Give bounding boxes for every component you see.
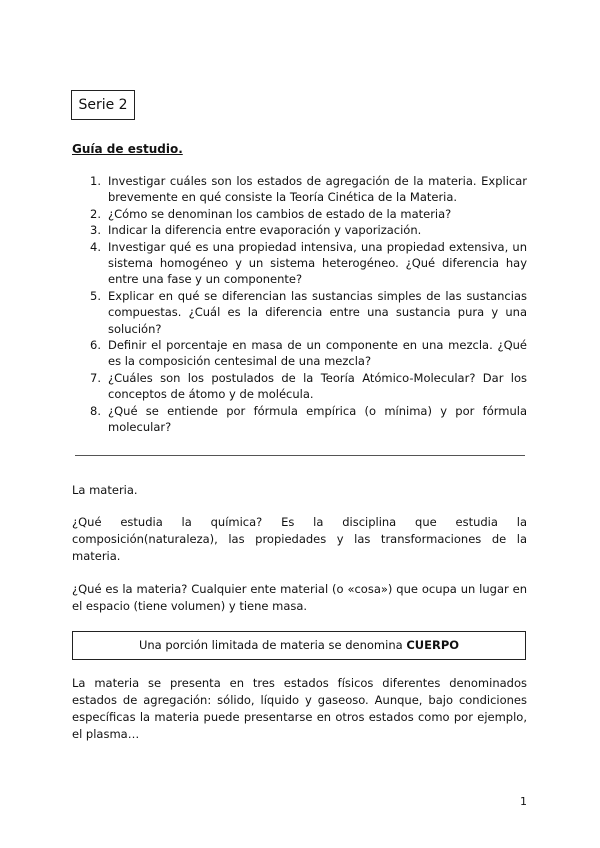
definition-text: Una porción limitada de materia se denomina <box>138 638 403 652</box>
question-item: 6. Definir el porcentaje en masa de un componente en una mezcla. ¿Qué es la composición centesimal de una mezcla? <box>90 338 527 369</box>
question-item: 1. Investigar cuáles son los estados de agregación de la materia. Explicar brevemente en qué consiste la Teoría Cinética de la Materia. <box>90 174 527 205</box>
guide-title: Guía de estudio. <box>72 142 183 156</box>
definition-box <box>72 631 526 660</box>
serie-label: Serie 2 <box>78 97 128 113</box>
section-divider <box>75 455 525 456</box>
paragraph-estados: La materia se presenta en tres estados físicos diferentes denominados estados de agregación: sólido, líquido y gaseoso. Aunque, bajo condiciones específicas la materia puede presentarse en otros estados como por ejemplo, el plasma… <box>72 676 527 741</box>
paragraph-quimica: ¿Qué estudia la química? Es la disciplina que estudia la composición(naturaleza), las propiedades y las transformaciones de la materia. <box>72 515 527 563</box>
question-item: 4. Investigar qué es una propiedad intensiva, una propiedad extensiva, un sistema homogéneo y un sistema heterogéneo. ¿Qué diferencia hay entre una fase y un componente? <box>90 239 527 287</box>
page-number: 1 <box>520 795 527 808</box>
definition-keyword: CUERPO <box>406 638 460 652</box>
paragraph-materia: ¿Qué es la materia? Cualquier ente material (o «cosa») que ocupa un lugar en el espacio (tiene volumen) y tiene masa. <box>72 582 527 613</box>
question-item: 7. ¿Cuáles son los postulados de la Teoría Atómico-Molecular? Dar los conceptos de átomo y de molécula. <box>90 370 527 402</box>
serie-label-box <box>71 90 135 120</box>
question-list <box>90 173 527 436</box>
question-item: 3. Indicar la diferencia entre evaporación y vaporización. <box>90 223 422 238</box>
question-item: 5. Explicar en qué se diferencian las sustancias simples de las sustancias compuestas. ¿Cuál es la diferencia entre una sustancia pura y una solución? <box>90 288 527 336</box>
section-title: La materia. <box>72 483 138 497</box>
question-item: 2. ¿Cómo se denominan los cambios de estado de la materia? <box>90 206 452 221</box>
question-item: 8. ¿Qué se entiende por fórmula empírica (o mínima) y por fórmula molecular? <box>90 403 527 435</box>
